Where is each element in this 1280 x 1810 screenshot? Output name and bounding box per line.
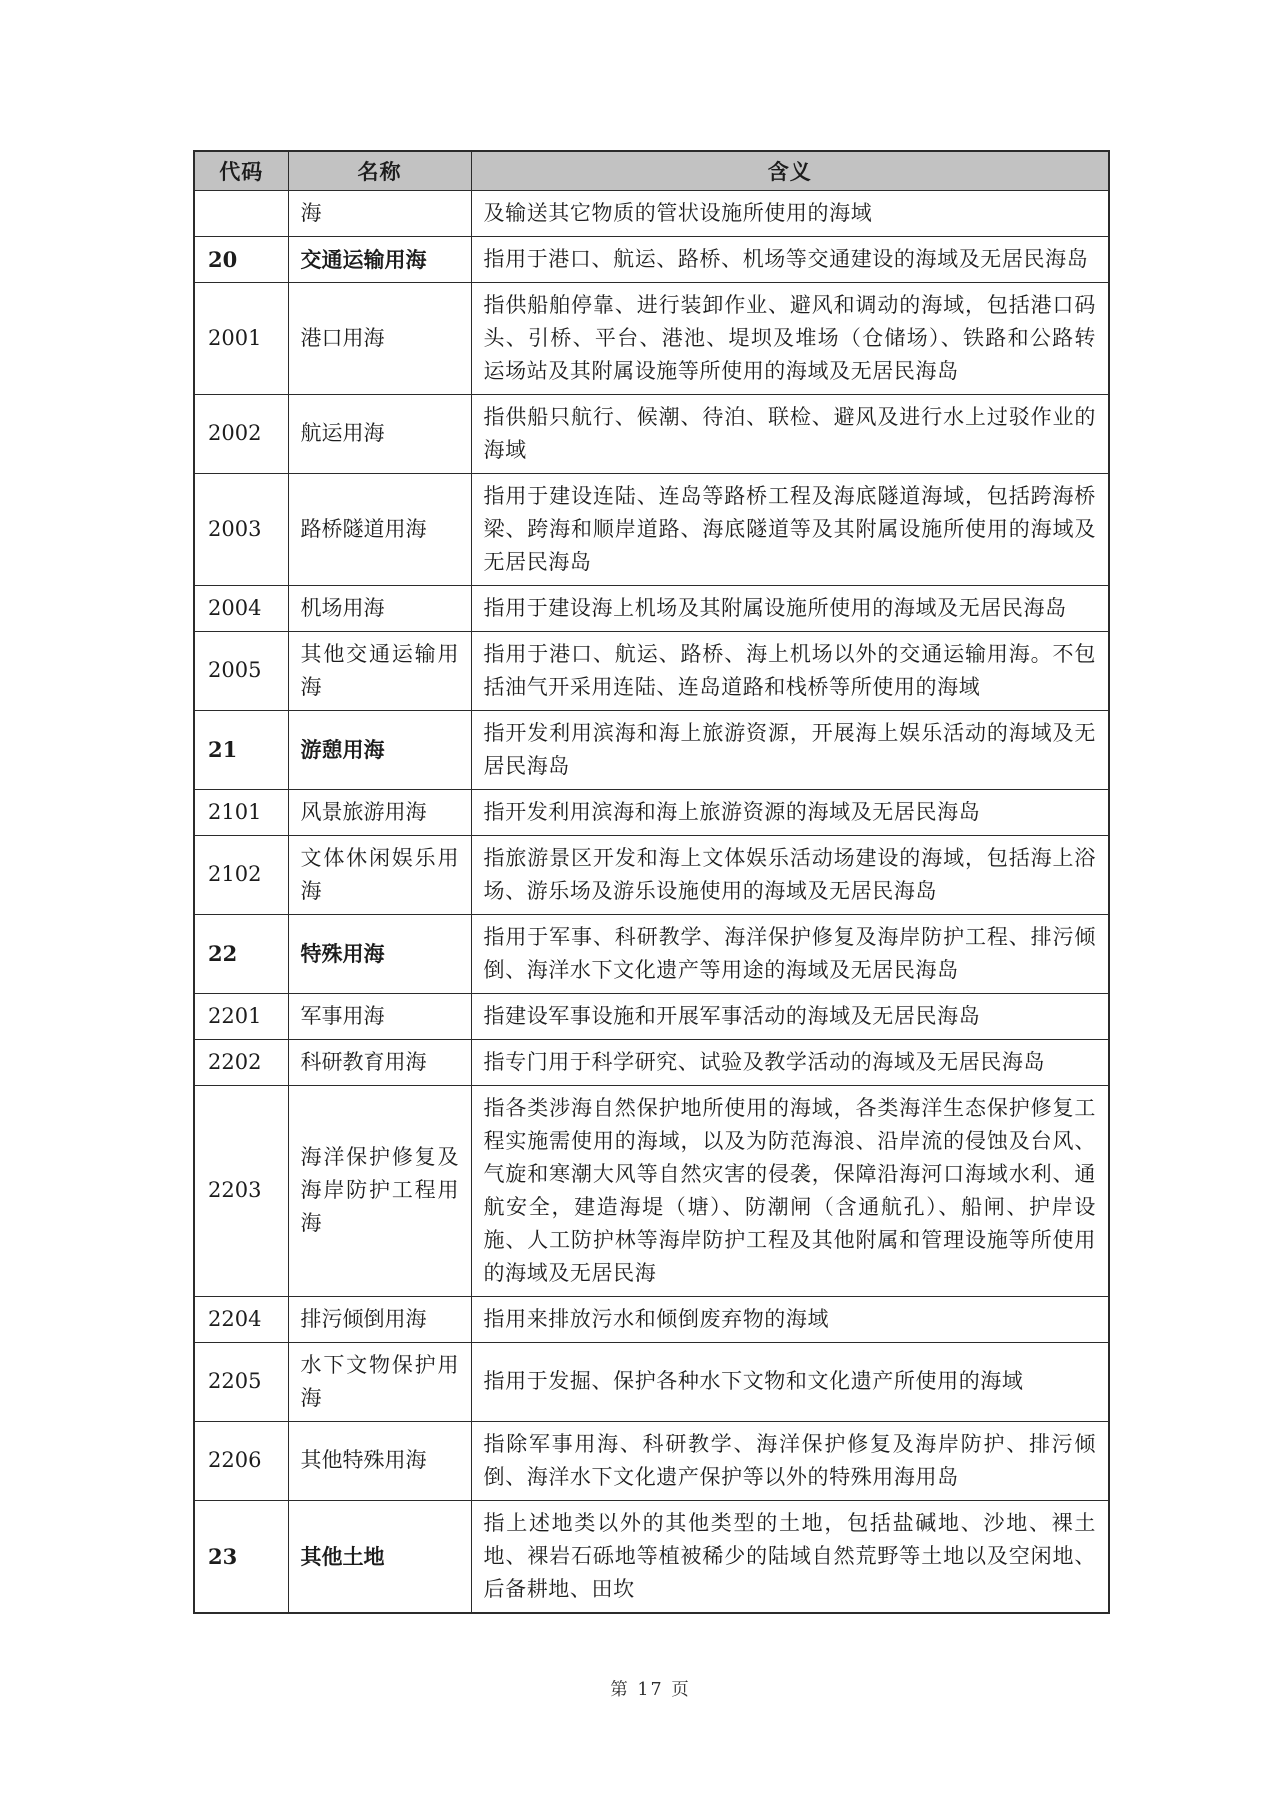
table-row <box>194 473 1109 585</box>
table-row <box>194 914 1109 993</box>
meaning-cell: 指上述地类以外的其他类型的土地，包括盐碱地、沙地、裸土地、裸岩石砾地等植被稀少的陆域自然荒野等土地以及空闲地、后备耕地、田坎 <box>471 1500 1109 1613</box>
table-row <box>194 394 1109 473</box>
code-cell: 2205 <box>194 1342 288 1421</box>
meaning-cell: 指各类涉海自然保护地所使用的海域，各类海洋生态保护修复工程实施需使用的海域，以及为防范海浪、沿岸流的侵蚀及台风、气旋和寒潮大风等自然灾害的侵袭，保障沿海河口海域水利、通航安全，建造海堤（塘）、防潮闸（含通航孔）、船闸、护岸设施、人工防护林等海岸防护工程及其他附属和管理设施等所使用的海域及无居民海 <box>471 1085 1109 1296</box>
name-cell: 路桥隧道用海 <box>288 473 471 585</box>
meaning-cell: 指用来排放污水和倾倒废弃物的海域 <box>471 1296 1109 1342</box>
table-row <box>194 835 1109 914</box>
name-cell: 航运用海 <box>288 394 471 473</box>
code-cell: 2003 <box>194 473 288 585</box>
meaning-cell: 指建设军事设施和开展军事活动的海域及无居民海岛 <box>471 993 1109 1039</box>
meaning-cell: 指用于建设海上机场及其附属设施所使用的海域及无居民海岛 <box>471 585 1109 631</box>
table-body <box>194 190 1109 1613</box>
table-row <box>194 1500 1109 1613</box>
code-cell: 2203 <box>194 1085 288 1296</box>
meaning-cell: 指开发利用滨海和海上旅游资源，开展海上娱乐活动的海域及无居民海岛 <box>471 710 1109 789</box>
code-cell: 2101 <box>194 789 288 835</box>
code-cell: 2202 <box>194 1039 288 1085</box>
table-row <box>194 190 1109 236</box>
code-cell: 2102 <box>194 835 288 914</box>
name-cell: 交通运输用海 <box>288 236 471 282</box>
meaning-cell: 指用于军事、科研教学、海洋保护修复及海岸防护工程、排污倾倒、海洋水下文化遗产等用途的海域及无居民海岛 <box>471 914 1109 993</box>
header-cell-meaning: 含义 <box>471 151 1109 190</box>
table-row <box>194 585 1109 631</box>
header-row <box>194 151 1109 190</box>
table-row <box>194 1085 1109 1296</box>
meaning-cell: 指除军事用海、科研教学、海洋保护修复及海岸防护、排污倾倒、海洋水下文化遗产保护等以外的特殊用海用岛 <box>471 1421 1109 1500</box>
name-cell: 文体休闲娱乐用海 <box>288 835 471 914</box>
table-row <box>194 631 1109 710</box>
name-cell: 其他交通运输用海 <box>288 631 471 710</box>
name-cell: 游憩用海 <box>288 710 471 789</box>
code-cell: 2201 <box>194 993 288 1039</box>
code-cell: 2204 <box>194 1296 288 1342</box>
code-cell <box>194 190 288 236</box>
table-row <box>194 789 1109 835</box>
name-cell: 机场用海 <box>288 585 471 631</box>
header-cell-code: 代码 <box>194 151 288 190</box>
code-cell: 2005 <box>194 631 288 710</box>
meaning-cell: 指供船只航行、候潮、待泊、联检、避风及进行水上过驳作业的海域 <box>471 394 1109 473</box>
meaning-cell: 指供船舶停靠、进行装卸作业、避风和调动的海域，包括港口码头、引桥、平台、港池、堤坝及堆场（仓储场）、铁路和公路转运场站及其附属设施等所使用的海域及无居民海岛 <box>471 282 1109 394</box>
table-row <box>194 710 1109 789</box>
name-cell: 风景旅游用海 <box>288 789 471 835</box>
table-row <box>194 1421 1109 1500</box>
table-row <box>194 1342 1109 1421</box>
name-cell: 水下文物保护用海 <box>288 1342 471 1421</box>
meaning-cell: 指专门用于科学研究、试验及教学活动的海域及无居民海岛 <box>471 1039 1109 1085</box>
code-cell: 2004 <box>194 585 288 631</box>
code-cell: 2001 <box>194 282 288 394</box>
name-cell: 其他特殊用海 <box>288 1421 471 1500</box>
name-cell: 科研教育用海 <box>288 1039 471 1085</box>
table-row <box>194 236 1109 282</box>
meaning-cell: 指旅游景区开发和海上文体娱乐活动场建设的海域，包括海上浴场、游乐场及游乐设施使用的海域及无居民海岛 <box>471 835 1109 914</box>
table-row <box>194 1039 1109 1085</box>
name-cell: 其他土地 <box>288 1500 471 1613</box>
table-row <box>194 1296 1109 1342</box>
code-cell: 22 <box>194 914 288 993</box>
name-cell: 港口用海 <box>288 282 471 394</box>
meaning-cell: 指用于建设连陆、连岛等路桥工程及海底隧道海域，包括跨海桥梁、跨海和顺岸道路、海底隧道等及其附属设施所使用的海域及无居民海岛 <box>471 473 1109 585</box>
code-cell: 2002 <box>194 394 288 473</box>
meaning-cell: 指用于发掘、保护各种水下文物和文化遗产所使用的海域 <box>471 1342 1109 1421</box>
meaning-cell: 及输送其它物质的管状设施所使用的海域 <box>471 190 1109 236</box>
classification-table <box>193 150 1110 1614</box>
code-cell: 2206 <box>194 1421 288 1500</box>
table-header <box>194 151 1109 190</box>
name-cell: 军事用海 <box>288 993 471 1039</box>
table-row <box>194 282 1109 394</box>
name-cell: 海洋保护修复及海岸防护工程用海 <box>288 1085 471 1296</box>
code-cell: 21 <box>194 710 288 789</box>
meaning-cell: 指开发利用滨海和海上旅游资源的海域及无居民海岛 <box>471 789 1109 835</box>
meaning-cell: 指用于港口、航运、路桥、海上机场以外的交通运输用海。不包括油气开采用连陆、连岛道路和栈桥等所使用的海域 <box>471 631 1109 710</box>
header-cell-name: 名称 <box>288 151 471 190</box>
name-cell: 海 <box>288 190 471 236</box>
meaning-cell: 指用于港口、航运、路桥、机场等交通建设的海域及无居民海岛 <box>471 236 1109 282</box>
page-footer: 第 17 页 <box>610 1680 691 1700</box>
name-cell: 特殊用海 <box>288 914 471 993</box>
code-cell: 23 <box>194 1500 288 1613</box>
code-cell: 20 <box>194 236 288 282</box>
table-row <box>194 993 1109 1039</box>
name-cell: 排污倾倒用海 <box>288 1296 471 1342</box>
